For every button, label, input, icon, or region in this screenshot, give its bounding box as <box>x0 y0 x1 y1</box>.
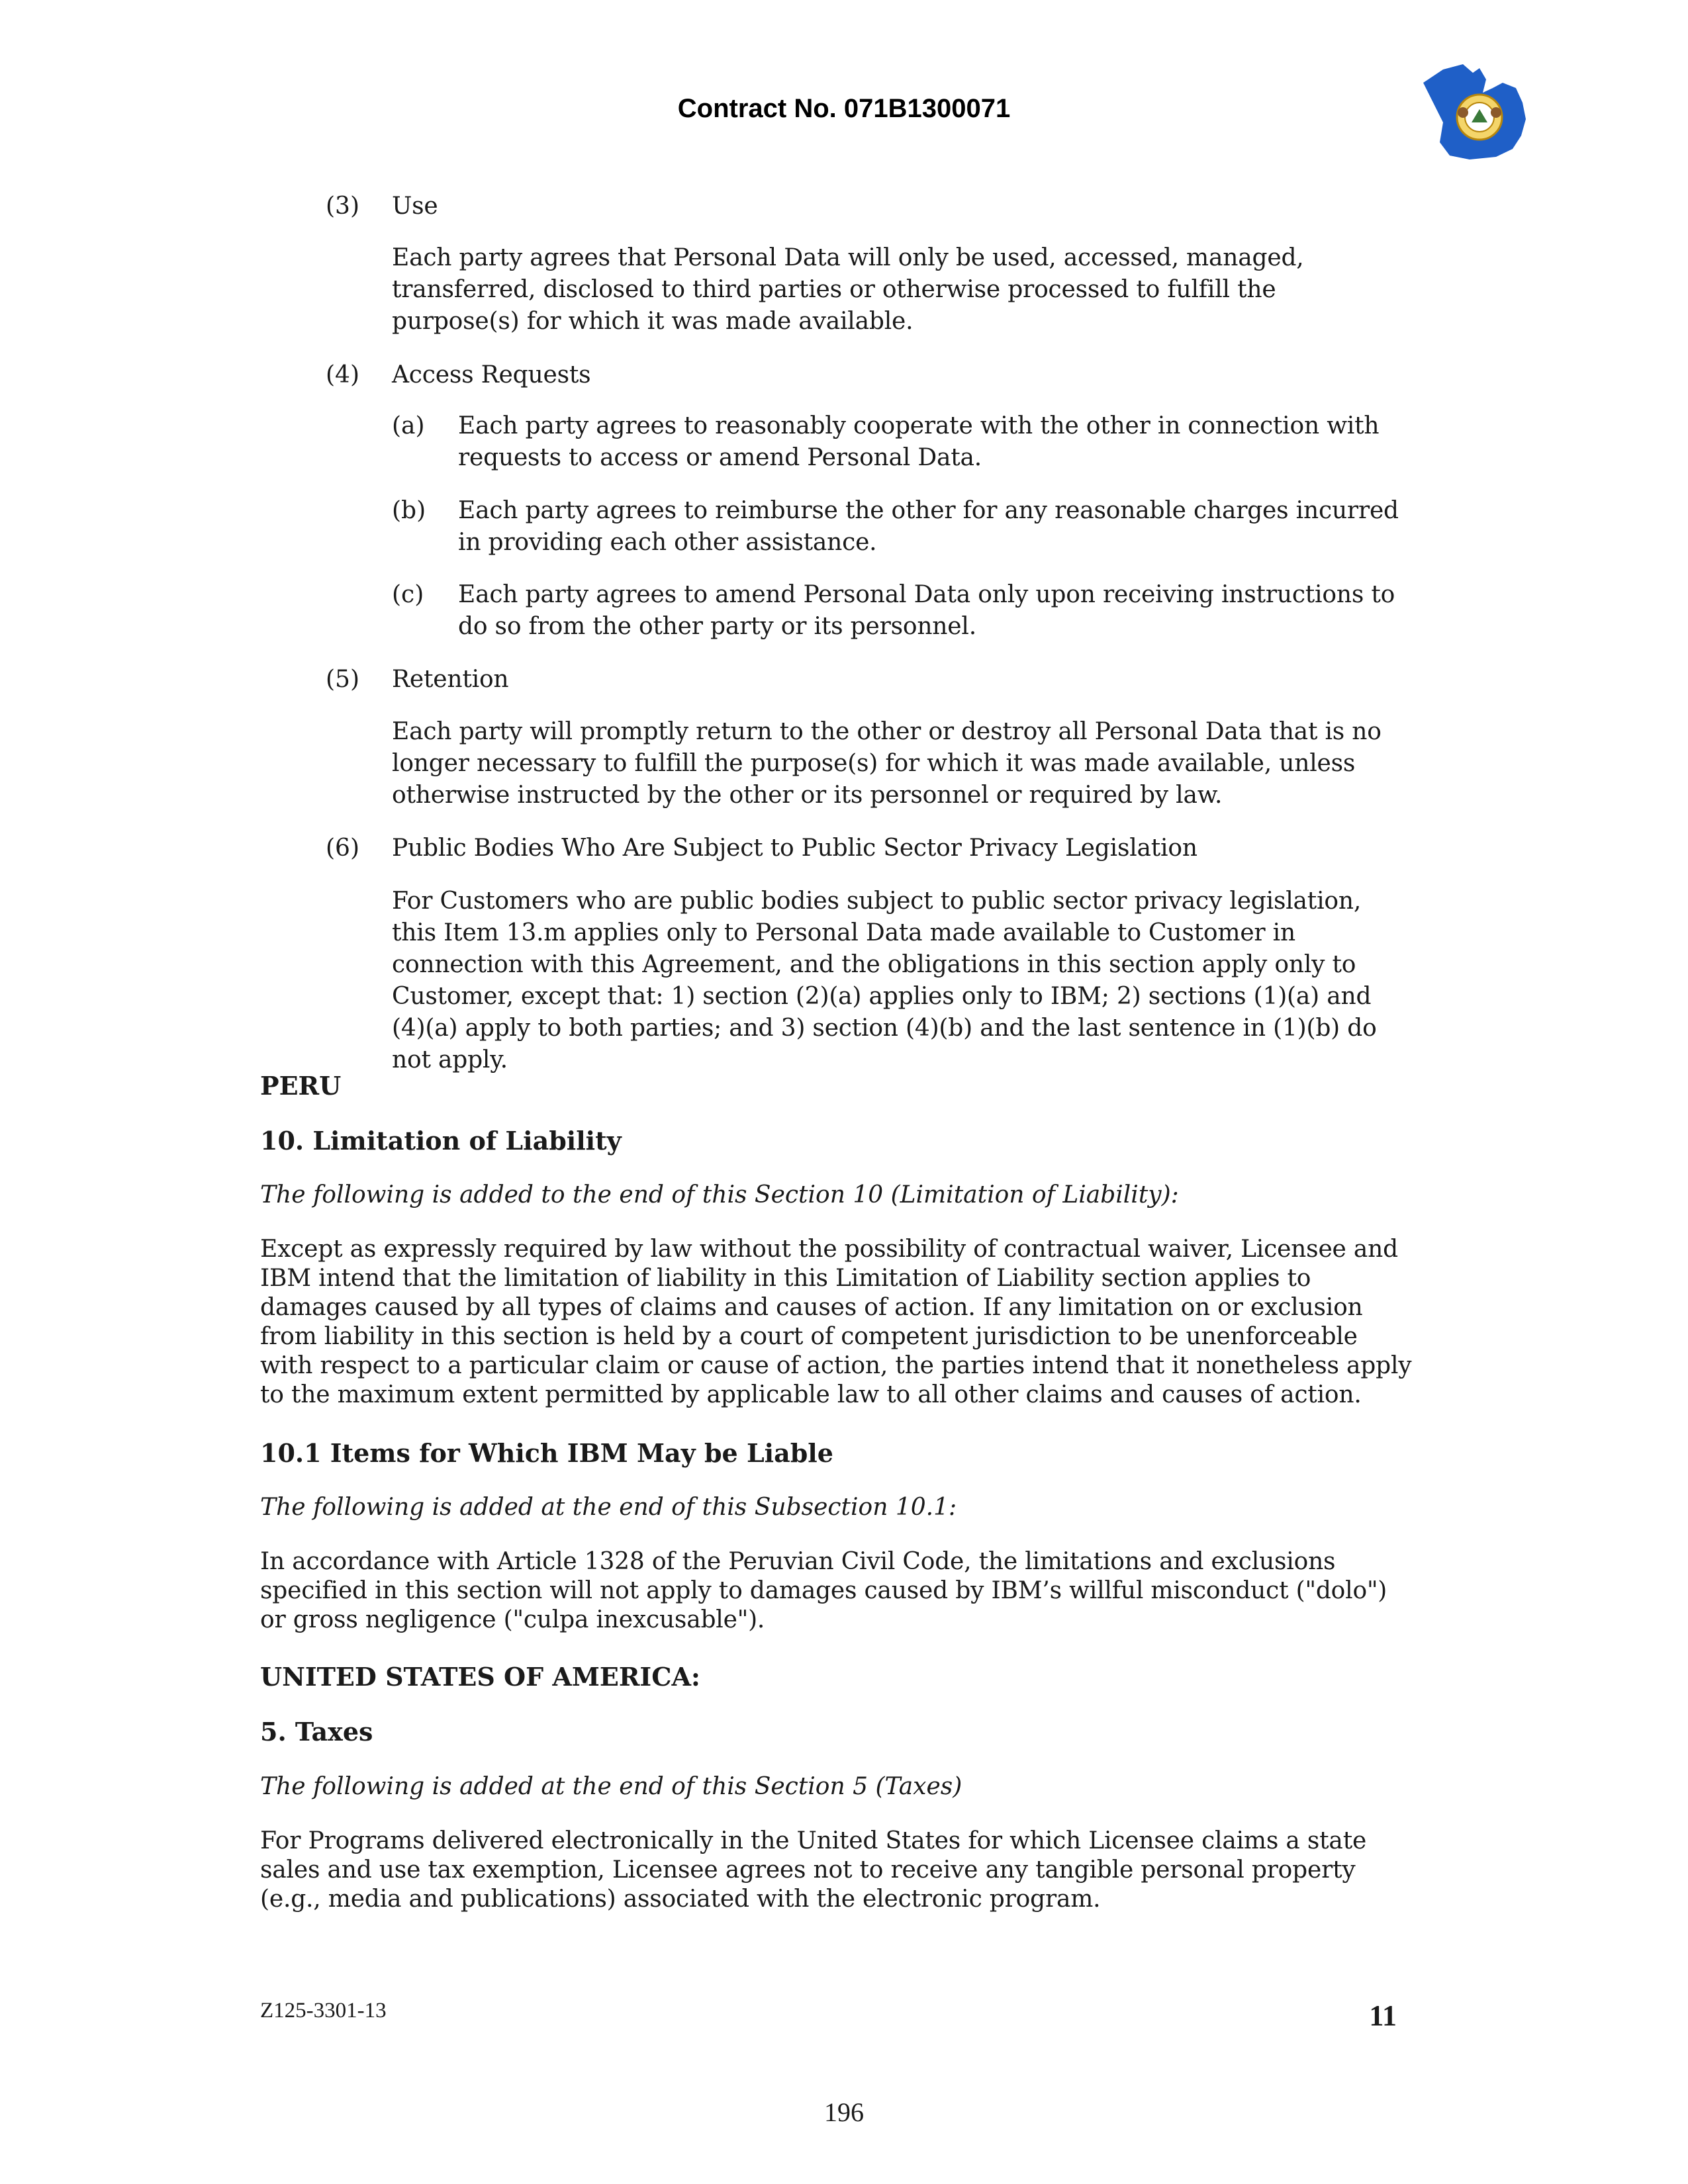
item-number: (4) <box>326 361 359 388</box>
item-number: (6) <box>326 835 359 862</box>
section-body: Except as expressly required by law without the possibility of contractual waiver, Licensee and IBM intend that the limitation of liability in this Limitation of Liability section applies to damages caused by all types of claims and causes of action. If any limitation on or exclusion from liability in this section is held by a court of competent jurisdiction to be unenforceable with respect to a particular claim or cause of action, the parties intend that it nonetheless apply to the maximum extent permitted by applicable law to all other claims and causes of action. <box>260 1236 1412 1408</box>
country-heading: PERU <box>260 1071 342 1101</box>
section-heading: 10. Limitation of Liability <box>260 1126 622 1156</box>
section-intro: The following is added to the end of this Section 10 (Limitation of Liability): <box>260 1181 1179 1208</box>
country-heading: UNITED STATES OF AMERICA: <box>260 1662 700 1692</box>
section-intro: The following is added at the end of this Subsection 10.1: <box>260 1494 957 1521</box>
subitem-text: Each party agrees to reimburse the other for any reasonable charges incurred in providing each other assistance. <box>458 497 1399 556</box>
item-title: Public Bodies Who Are Subject to Public Sector Privacy Legislation <box>392 835 1197 862</box>
item-title: Use <box>392 193 438 220</box>
subitem-label: (a) <box>392 412 425 439</box>
section-heading: 5. Taxes <box>260 1717 373 1747</box>
item-title: Retention <box>392 666 509 693</box>
michigan-state-seal-icon <box>1417 56 1536 162</box>
item-number: (3) <box>326 193 359 220</box>
item-body: Each party will promptly return to the other or destroy all Personal Data that is no longer necessary to fulfill the purpose(s) for which it was made available, unless otherwise instructed by the other or its personnel or required by law. <box>392 718 1382 809</box>
section-heading: 10.1 Items for Which IBM May be Liable <box>260 1438 833 1468</box>
document-id: Z125-3301-13 <box>260 1999 387 2023</box>
overall-page-number: 196 <box>824 2097 864 2127</box>
subitem-text: Each party agrees to reasonably cooperate with the other in connection with requests to access or amend Personal Data. <box>458 412 1380 471</box>
page-number: 11 <box>1369 1999 1397 2032</box>
item-body: For Customers who are public bodies subject to public sector privacy legislation, this Item 13.m applies only to Personal Data made available to Customer in connection with this Agreement, and the obligations in this section apply only to Customer, except that: 1) section (2)(a) applies only to IBM; 2) sections (1)(a) and (4)(a) apply to both parties; and 3) section (4)(b) and the last sentence in (1)(b) do not apply. <box>392 887 1377 1073</box>
subitem-text: Each party agrees to amend Personal Data only upon receiving instructions to do so from the other party or its personnel. <box>458 581 1395 640</box>
item-title: Access Requests <box>392 361 591 388</box>
section-intro: The following is added at the end of this Section 5 (Taxes) <box>260 1773 962 1800</box>
subitem-label: (b) <box>392 497 426 524</box>
section-body: For Programs delivered electronically in the United States for which Licensee claims a state sales and use tax exemption, Licensee agrees not to receive any tangible personal property (e.g., media and publications) associated with the electronic program. <box>260 1827 1367 1913</box>
contract-number: Contract No. 071B1300071 <box>677 94 1011 123</box>
item-body: Each party agrees that Personal Data will only be used, accessed, managed, transferred, disclosed to third parties or otherwise processed to fulfill the purpose(s) for which it was made available. <box>392 244 1304 335</box>
section-body: In accordance with Article 1328 of the Peruvian Civil Code, the limitations and exclusions specified in this section will not apply to damages caused by IBM’s willful misconduct ("dolo") or gross negligence ("culpa inexcusable"). <box>260 1548 1387 1633</box>
subitem-label: (c) <box>392 581 424 608</box>
item-number: (5) <box>326 666 359 693</box>
